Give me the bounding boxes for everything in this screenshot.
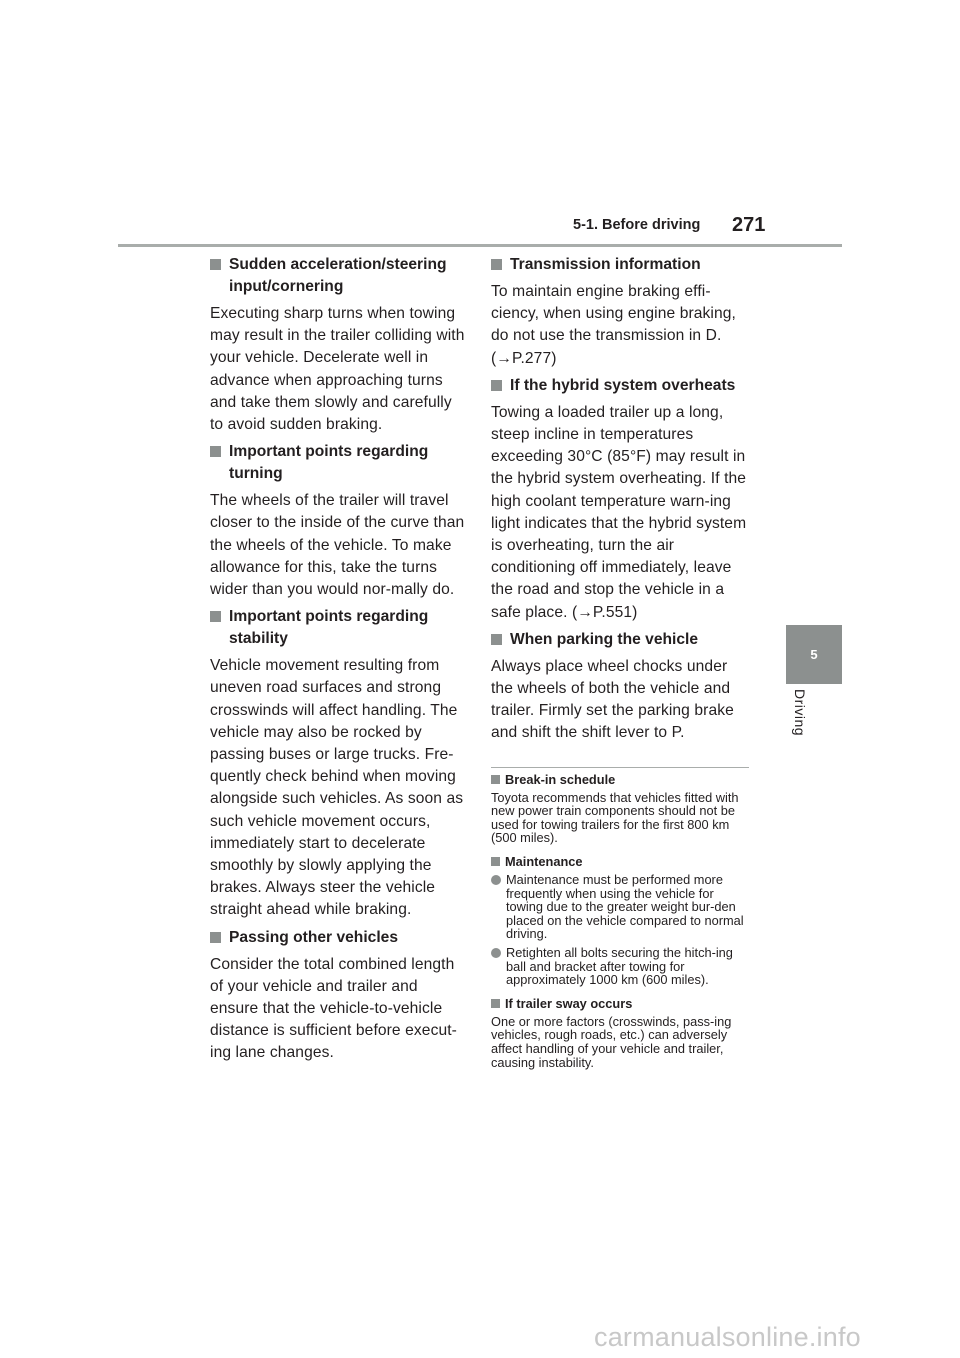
note-heading-text: If trailer sway occurs bbox=[505, 995, 633, 1011]
circle-bullet-icon bbox=[491, 875, 501, 885]
note-paragraph: One or more factors (crosswinds, pass-ing vehicles, rough roads, etc.) can adversely affect handling of your vehicle and trailer, causing instability. bbox=[491, 1013, 732, 1070]
heading-text: Sudden acceleration/steering input/cornering bbox=[229, 256, 447, 295]
body-paragraph: Always place wheel chocks under the wheels of both the vehicle and trailer. Firmly set the parking brake and shift the shift lever to P. bbox=[491, 657, 734, 742]
watermark-text: carmanualsonline.info bbox=[594, 1322, 861, 1352]
note-heading bbox=[491, 854, 753, 870]
note-bullet bbox=[491, 873, 753, 941]
chapter-number: 5 bbox=[810, 647, 818, 662]
heading-text: Important points regarding turning bbox=[229, 443, 429, 483]
right-column bbox=[491, 254, 753, 1078]
notes-divider bbox=[491, 767, 749, 768]
square-bullet-icon bbox=[491, 999, 500, 1008]
body-paragraph: Towing a loaded trailer up a long, steep incline in temperatures exceeding 30°C (85°F) may result in the hybrid system overheating. If the high coolant temperature warn-ing light indicates that the hybrid system is overheating, turn the air conditioning off immediately, leave the road and stop the vehicle in a safe place. (→P.551) bbox=[491, 403, 747, 621]
square-bullet-icon bbox=[210, 259, 221, 270]
note-bullet-text: Retighten all bolts securing the hitch-ing ball and bracket after towing for approximately 1000 km (600 miles). bbox=[506, 945, 733, 988]
heading-text: If the hybrid system overheats bbox=[510, 376, 736, 394]
section-heading bbox=[210, 441, 465, 485]
body-paragraph: The wheels of the trailer will travel closer to the inside of the curve than the wheels of the vehicle. To make allowance for this, take the turns wider than you would nor-mally do. bbox=[210, 492, 465, 599]
section-heading bbox=[210, 254, 465, 298]
note-heading bbox=[491, 996, 753, 1012]
circle-bullet-icon bbox=[491, 948, 501, 958]
section-heading bbox=[210, 606, 465, 650]
body-paragraph: Consider the total combined length of your vehicle and trailer and ensure that the vehicle-to-vehicle distance is sufficient before execut-ing lane changes. bbox=[210, 955, 457, 1062]
heading-text: Transmission information bbox=[510, 256, 701, 273]
heading-text: When parking the vehicle bbox=[510, 630, 699, 648]
note-bullet bbox=[491, 946, 753, 987]
page-number: 271 bbox=[732, 214, 766, 236]
note-bullet-text: Maintenance must be performed more frequently when using the vehicle for towing due to the greater weight bur-den placed on the vehicle compared to normal driving. bbox=[506, 872, 744, 942]
section-heading bbox=[210, 927, 465, 949]
section-title: 5-1. Before driving bbox=[573, 217, 701, 233]
note-heading-text: Maintenance bbox=[505, 854, 583, 870]
left-column bbox=[210, 254, 465, 1070]
body-paragraph: To maintain engine braking effi-ciency, when using engine braking, do not use the transmission in D. (→P.277) bbox=[491, 283, 736, 367]
chapter-label: Driving bbox=[792, 689, 808, 737]
square-bullet-icon bbox=[491, 259, 502, 270]
heading-text: Passing other vehicles bbox=[229, 928, 399, 946]
section-heading bbox=[491, 629, 753, 651]
section-heading bbox=[491, 375, 753, 397]
note-paragraph: Toyota recommends that vehicles fitted with new power train components should not be used for towing trailers for the first 800 km (500 miles). bbox=[491, 789, 739, 846]
square-bullet-icon bbox=[210, 611, 221, 622]
square-bullet-icon bbox=[210, 446, 221, 457]
body-paragraph: Vehicle movement resulting from uneven road surfaces and strong crosswinds will affect handling. The vehicle may also be rocked by passing buses or large trucks. Fre-quently check behind when moving alongside such vehicles. As soon as such vehicle movement occurs, immediately start to decelerate smoothly by slowly applying the brakes. Always steer the vehicle straight ahead while braking. bbox=[210, 657, 464, 919]
heading-text: Important points regarding stability bbox=[229, 608, 429, 648]
note-heading-text: Break-in schedule bbox=[505, 771, 616, 787]
square-bullet-icon bbox=[491, 857, 500, 866]
body-paragraph: Executing sharp turns when towing may result in the trailer colliding with your vehicle. Decelerate well in advance when approaching turns and take them slowly and carefully to avoid sudden braking. bbox=[210, 305, 465, 434]
square-bullet-icon bbox=[210, 932, 221, 943]
square-bullet-icon bbox=[491, 775, 500, 784]
square-bullet-icon bbox=[491, 380, 502, 391]
chapter-tab[interactable] bbox=[786, 625, 842, 684]
note-heading bbox=[491, 772, 753, 788]
header-divider bbox=[118, 244, 842, 247]
square-bullet-icon bbox=[491, 634, 502, 645]
section-heading bbox=[491, 254, 753, 276]
